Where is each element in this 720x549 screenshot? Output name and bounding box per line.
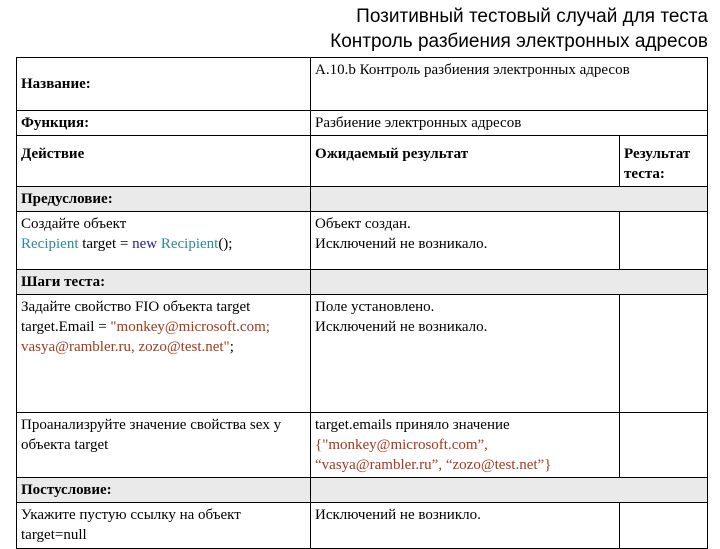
column-header-action: Действие	[17, 136, 311, 187]
step2-expected	[311, 413, 620, 478]
precondition-action-code	[21, 234, 306, 254]
step2-expected-text: target.emails приняло значение	[315, 417, 510, 433]
postcondition-result	[620, 503, 708, 549]
step2-expected-value: {"monkey@microsoft.com”, “vasya@rambler.ru”, “zozo@test.net”}	[315, 437, 552, 473]
postcondition-action: Укажите пустую ссылку на объект target=null	[17, 503, 311, 549]
title-line-1: Позитивный тестовый случай для теста	[356, 6, 708, 27]
step1-result	[620, 295, 708, 413]
precondition-action-line1: Создайте объект	[21, 216, 127, 232]
step1-expected-line1: Поле установлено.	[315, 299, 435, 315]
name-label: Название:	[17, 58, 311, 111]
precondition-expected	[311, 212, 620, 270]
table-header-row	[17, 136, 708, 187]
table-row	[17, 212, 708, 270]
page-title	[8, 4, 708, 54]
table-row	[17, 413, 708, 478]
function-label: Функция:	[17, 111, 311, 136]
precondition-result	[620, 212, 708, 270]
precondition-expected-line1: Объект создан.	[315, 216, 411, 232]
section-fill	[311, 187, 708, 212]
function-value: Разбиение электронных адресов	[311, 111, 708, 136]
step1-action-string: "monkey@microsoft.com; vasya@rambler.ru, zozo@test.net"	[21, 319, 270, 355]
code-text: ();	[218, 236, 233, 252]
code-keyword: new	[132, 236, 158, 252]
precondition-label: Предусловие:	[17, 187, 311, 212]
section-fill	[311, 270, 708, 295]
title-line-2: Контроль разбиения электронных адресов	[330, 31, 708, 52]
table-row	[17, 58, 708, 111]
table-row	[17, 295, 708, 413]
section-fill	[311, 478, 708, 503]
step1-action	[17, 295, 311, 413]
precondition-action	[17, 212, 311, 270]
table-row	[17, 503, 708, 549]
section-row-postcondition	[17, 478, 708, 503]
step1-expected-line2: Исключений не возникало.	[315, 319, 488, 335]
steps-label: Шаги теста:	[17, 270, 311, 295]
code-text: target =	[78, 236, 133, 252]
step1-action-end: ;	[229, 339, 234, 355]
table-row	[17, 111, 708, 136]
step1-action-text: Задайте свойство FIO объекта target target.Email =	[21, 299, 251, 335]
column-header-result: Результат теста:	[620, 136, 708, 187]
postcondition-label: Постусловие:	[17, 478, 311, 503]
test-case-table	[16, 57, 708, 549]
postcondition-expected: Исключений не возникло.	[311, 503, 620, 549]
name-value: A.10.b Контроль разбиения электронных адресов	[311, 58, 708, 111]
code-class-name: Recipient	[21, 236, 79, 252]
column-header-expected: Ожидаемый результат	[311, 136, 620, 187]
precondition-expected-line2: Исключений не возникало.	[315, 236, 488, 252]
section-row-steps	[17, 270, 708, 295]
code-class-name: Recipient	[160, 236, 219, 252]
section-row-precondition	[17, 187, 708, 212]
step2-action: Проанализруйте значение свойства sex у объекта target	[17, 413, 311, 478]
step2-result	[620, 413, 708, 478]
step1-expected	[311, 295, 620, 413]
